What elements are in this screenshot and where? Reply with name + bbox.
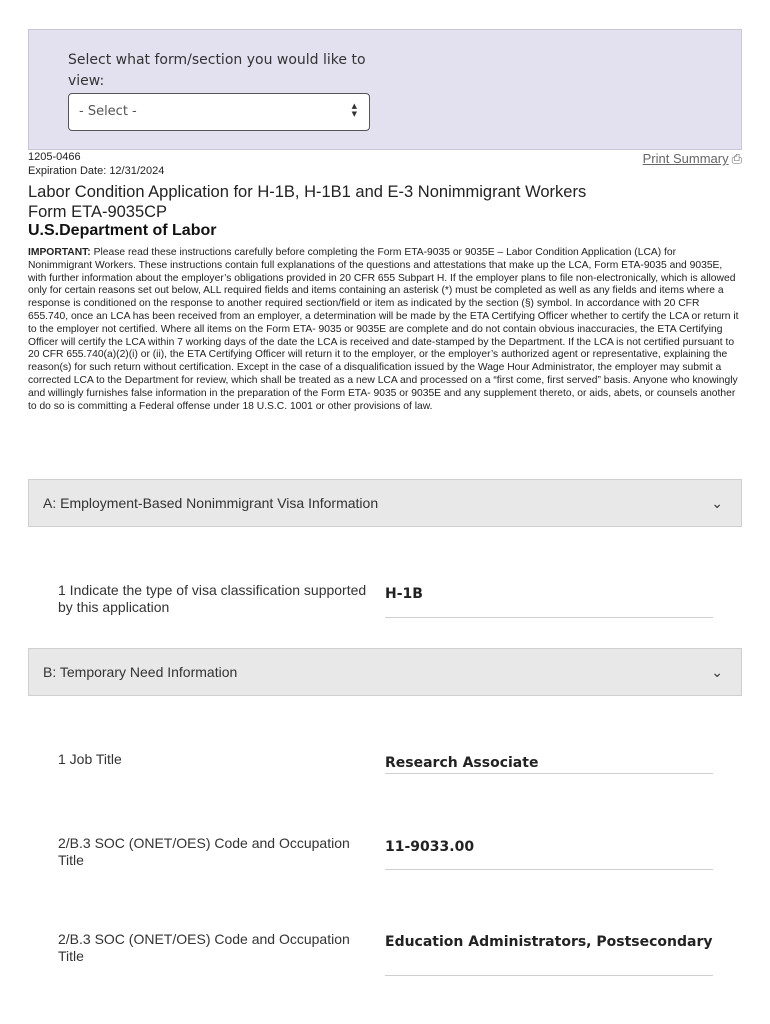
field-divider <box>385 617 713 618</box>
expiration-date: Expiration Date: 12/31/2024 <box>28 165 165 177</box>
form-number: Form ETA-9035CP <box>28 203 168 221</box>
section-a-header[interactable] <box>28 479 742 527</box>
field-value-visa-classification: H-1B <box>385 586 423 602</box>
chevron-down-icon: ⌄ <box>711 495 723 511</box>
form-section-selector-panel <box>28 29 742 150</box>
field-label-soc-title: 2/B.3 SOC (ONET/OES) Code and Occupation Title <box>58 931 350 964</box>
field-value-soc-code: 11-9033.00 <box>385 839 475 855</box>
arrow-up-icon: ▲ <box>351 102 357 110</box>
department-name: U.S.Department of Labor <box>28 222 217 239</box>
important-notice <box>28 247 742 413</box>
section-a-title: A: Employment-Based Nonimmigrant Visa Information <box>43 495 379 511</box>
print-summary-label: Print Summary <box>642 151 729 166</box>
field-value-job-title: Research Associate <box>385 755 539 771</box>
selector-label: Select what form/section you would like to view: <box>68 52 366 89</box>
section-b-title: B: Temporary Need Information <box>43 664 238 680</box>
field-value-soc-title: Education Administrators, Postsecondary <box>385 934 713 950</box>
important-lead: IMPORTANT: <box>28 247 91 258</box>
form-title: Labor Condition Application for H-1B, H-1B1 and E-3 Nonimmigrant Workers <box>28 183 587 201</box>
chevron-down-icon: ⌄ <box>711 664 723 680</box>
field-divider <box>385 869 713 870</box>
field-label-job-title: 1 Job Title <box>58 751 122 767</box>
field-label-soc-code: 2/B.3 SOC (ONET/OES) Code and Occupation Title <box>58 835 350 868</box>
print-summary-link[interactable] <box>643 151 742 167</box>
field-divider <box>385 773 713 774</box>
field-label-visa-classification: 1 Indicate the type of visa classification supported by this application <box>58 582 367 615</box>
arrow-down-icon: ▼ <box>351 110 357 118</box>
omb-number: 1205-0466 <box>28 151 81 163</box>
select-value: - Select - <box>79 104 137 119</box>
section-b-header[interactable] <box>28 648 742 696</box>
printer-icon: ⎙ <box>731 151 742 166</box>
important-body: Please read these instructions carefully before completing the Form ETA-9035 or 9035E – Labor Condition Application (LCA) for Nonimmigrant Workers. These instructions contain full explanations of the questions and attestations that make up the LCA, Form ETA-9035 and 9035E, with further information about the employer’s obligations provided in 20 CFR 655 Subpart H. If the employer plans to file non-electronically, which is allowed only for certain reasons set out below, ALL required fields and items containing an asterisk (*) must be completed as well as any fields and items where a response is conditioned on the response to another required section/field or item as indicated by the section (§) symbol. In accordance with 20 CFR 655.740, once an LCA has been received from an employer, a determination will be made by the ETA Certifying Officer whether to certify the LCA or return it to the employer not certified. Where all items on the Form ETA- 9035 or 9035E are complete and do not contain obvious inaccuracies, the ETA Certifying Officer will certify the LCA within 7 working days of the date the LCA is received and date-stamped by the Department. If the LCA is not certified pursuant to 20 CFR 655.740(a)(2)(i) or (ii), the ETA Certifying Officer will return it to the employer, or the employer’s authorized agent or representative, explaining the reason(s) for such return without certification. Except in the case of a disqualification issued by the Wage Hour Administrator, the employer may submit a corrected LCA to the Department for review, which shall be treated as a new LCA and processed on a “first come, first served” basis. Anyone who knowingly and willingly furnishes false information in the preparation of the Form ETA- 9035 or 9035E and any supplement thereto, or aids, abets, or counsels another to do so is committing a Federal offense under 18 U.S.C. 1001 or other provisions of law. <box>28 247 739 412</box>
field-divider <box>385 975 713 976</box>
section-select-dropdown[interactable] <box>68 93 370 131</box>
